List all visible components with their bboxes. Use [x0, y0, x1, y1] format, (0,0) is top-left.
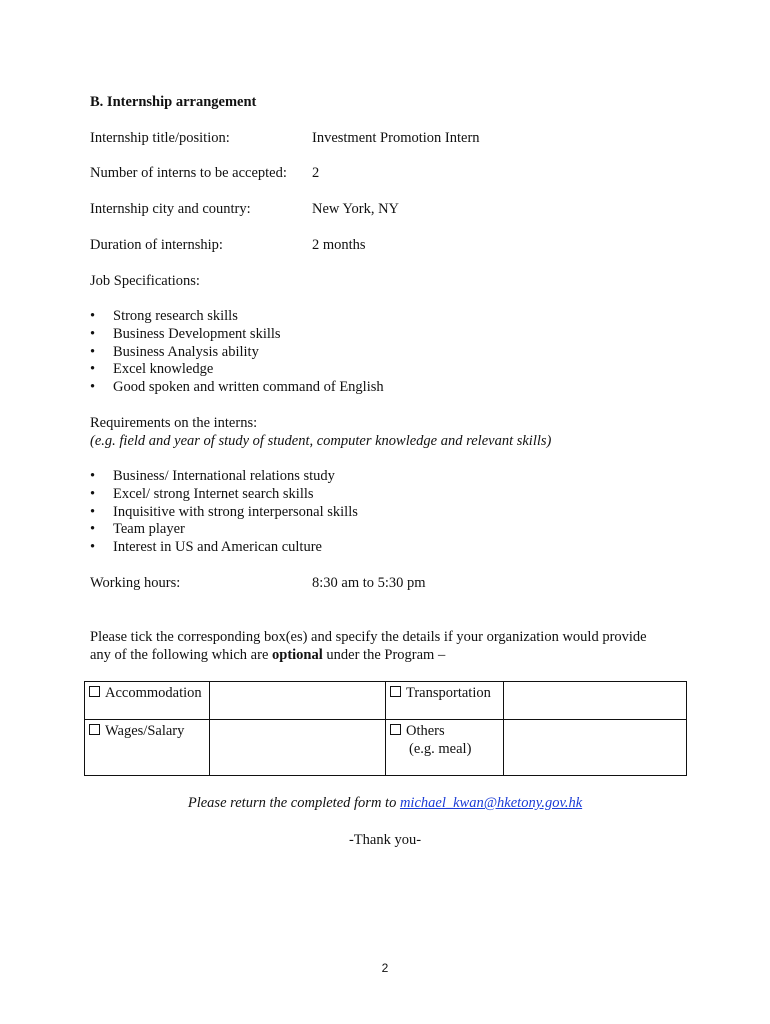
list-item: [90, 521, 358, 539]
transportation-label: Transportation: [406, 685, 491, 701]
bullet-icon: •: [90, 521, 96, 538]
others-details-field[interactable]: [504, 720, 687, 776]
job-specs-list: [90, 308, 384, 397]
internship-duration-value: 2 months: [312, 237, 366, 253]
others-cell: [386, 720, 504, 776]
job-specs-label: Job Specifications:: [90, 273, 200, 289]
interns-count-label: Number of interns to be accepted:: [90, 165, 287, 181]
list-item: [90, 539, 358, 557]
wages-details-field[interactable]: [210, 720, 386, 776]
job-spec-text: Business Analysis ability: [113, 343, 259, 360]
requirement-text: Team player: [113, 521, 185, 538]
others-hint: (e.g. meal): [409, 741, 472, 757]
list-item: [90, 379, 384, 397]
bullet-icon: •: [90, 485, 96, 502]
others-checkbox[interactable]: [390, 724, 401, 735]
instructions-text: under the Program –: [322, 647, 446, 663]
internship-city-value: New York, NY: [312, 201, 400, 217]
bullet-icon: •: [90, 379, 96, 396]
internship-city-label: Internship city and country:: [90, 201, 251, 217]
bullet-icon: •: [90, 308, 96, 324]
job-spec-text: Good spoken and written command of English: [113, 379, 384, 396]
list-item: [90, 486, 358, 504]
optional-emphasis: optional: [272, 647, 323, 663]
internship-title-value: Investment Promotion Intern: [312, 130, 480, 146]
list-item: [90, 344, 384, 362]
internship-duration-label: Duration of internship:: [90, 237, 223, 253]
bullet-icon: •: [90, 539, 96, 556]
list-item: [90, 504, 358, 522]
wages-label: Wages/Salary: [105, 723, 185, 739]
working-hours-value: 8:30 am to 5:30 pm: [312, 575, 426, 591]
requirements-label: Requirements on the interns:: [90, 415, 258, 431]
transportation-details-field[interactable]: [504, 682, 687, 720]
page-number: 2: [381, 961, 389, 975]
instructions-line-2: [90, 647, 445, 664]
accommodation-details-field[interactable]: [210, 682, 386, 720]
bullet-icon: •: [90, 503, 96, 520]
return-text: Please return the completed form to: [187, 795, 400, 811]
list-item: [90, 468, 358, 486]
bullet-icon: •: [90, 325, 96, 342]
others-label: Others: [406, 723, 445, 739]
accommodation-label: Accommodation: [105, 685, 202, 701]
bullet-icon: •: [90, 361, 96, 378]
transportation-cell: [386, 682, 504, 720]
requirements-list: [90, 468, 358, 557]
internship-title-label: Internship title/position:: [90, 130, 230, 146]
accommodation-cell: [85, 682, 210, 720]
transportation-checkbox[interactable]: [390, 686, 401, 697]
wages-checkbox[interactable]: [89, 724, 100, 735]
section-heading: B. Internship arrangement: [90, 94, 257, 110]
job-spec-text: Business Development skills: [113, 325, 281, 342]
requirement-text: Business/ International relations study: [113, 468, 335, 484]
table-row: [85, 720, 687, 776]
requirements-hint: (e.g. field and year of study of student, computer knowledge and relevant skills): [90, 433, 552, 449]
bullet-icon: •: [90, 343, 96, 360]
list-item: [90, 361, 384, 379]
list-item: [90, 326, 384, 344]
bullet-icon: •: [90, 468, 96, 484]
requirement-text: Excel/ strong Internet search skills: [113, 485, 314, 502]
instructions-line-1: Please tick the corresponding box(es) and specify the details if your organization would provide: [90, 629, 647, 645]
table-row: [85, 682, 687, 720]
job-spec-text: Strong research skills: [113, 308, 238, 324]
instructions-text: any of the following which are: [90, 647, 273, 663]
interns-count-value: 2: [312, 165, 320, 181]
wages-cell: [85, 720, 210, 776]
job-spec-text: Excel knowledge: [113, 361, 214, 378]
return-instruction: [0, 795, 770, 812]
thank-you-text: -Thank you-: [348, 832, 422, 848]
accommodation-checkbox[interactable]: [89, 686, 100, 697]
provisions-table: [84, 681, 687, 776]
list-item: [90, 308, 384, 326]
email-link[interactable]: michael_kwan@hketony.gov.hk: [399, 795, 583, 811]
requirement-text: Interest in US and American culture: [113, 539, 322, 556]
requirement-text: Inquisitive with strong interpersonal skills: [113, 503, 358, 520]
working-hours-label: Working hours:: [90, 575, 181, 591]
